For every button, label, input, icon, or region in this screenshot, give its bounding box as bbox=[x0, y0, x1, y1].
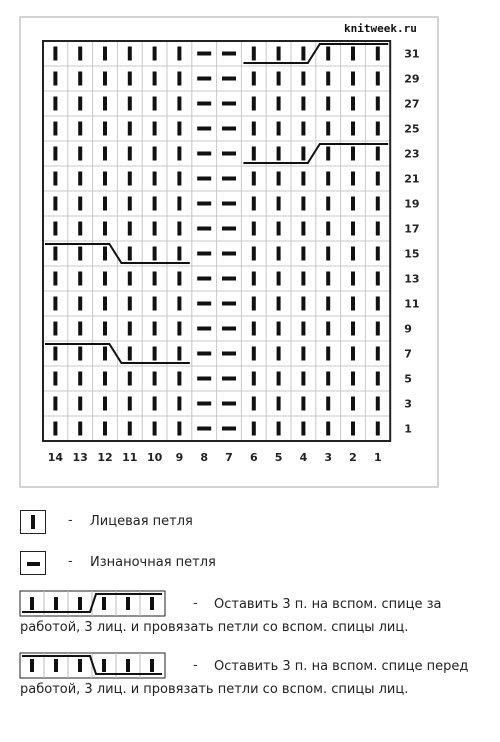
knit-stitch-symbol bbox=[78, 147, 82, 161]
knit-stitch-symbol bbox=[78, 47, 82, 61]
knit-stitch-symbol bbox=[252, 222, 256, 236]
knit-stitch-symbol bbox=[177, 422, 181, 436]
knit-stitch-symbol bbox=[252, 122, 256, 136]
knit-stitch-symbol bbox=[326, 197, 330, 211]
knit-stitch-symbol bbox=[326, 122, 330, 136]
knit-stitch-symbol bbox=[326, 72, 330, 86]
knit-stitch-symbol bbox=[153, 172, 157, 186]
knit-stitch-symbol bbox=[53, 147, 57, 161]
purl-stitch-symbol bbox=[222, 402, 236, 406]
knit-stitch-symbol bbox=[128, 197, 132, 211]
knit-stitch-symbol bbox=[326, 297, 330, 311]
purl-stitch-symbol bbox=[197, 152, 211, 156]
knit-stitch-symbol bbox=[277, 422, 281, 436]
knit-stitch-symbol bbox=[301, 372, 305, 386]
knit-stitch-symbol bbox=[277, 72, 281, 86]
knit-stitch-symbol bbox=[78, 122, 82, 136]
knit-stitch-symbol bbox=[351, 97, 355, 111]
purl-stitch-symbol bbox=[197, 427, 211, 431]
knit-stitch-symbol bbox=[326, 272, 330, 286]
knit-stitch-symbol bbox=[252, 97, 256, 111]
legend-purl-dash: - bbox=[68, 554, 73, 569]
purl-stitch-symbol bbox=[222, 327, 236, 331]
knit-stitch-symbol bbox=[53, 97, 57, 111]
knit-stitch-symbol bbox=[326, 97, 330, 111]
knit-stitch-symbol bbox=[376, 97, 380, 111]
knit-stitch-symbol bbox=[351, 347, 355, 361]
knit-stitch-symbol bbox=[153, 97, 157, 111]
knit-stitch-symbol bbox=[252, 322, 256, 336]
knit-stitch-symbol bbox=[277, 147, 281, 161]
knit-stitch-symbol bbox=[153, 347, 157, 361]
row-label: 27 bbox=[404, 97, 420, 111]
knit-stitch-symbol bbox=[53, 172, 57, 186]
knit-stitch-symbol bbox=[252, 47, 256, 61]
purl-stitch-symbol bbox=[197, 127, 211, 131]
knit-stitch-symbol bbox=[301, 247, 305, 261]
knit-stitch-symbol bbox=[103, 397, 107, 411]
knit-stitch-symbol bbox=[277, 122, 281, 136]
knit-stitch-symbol bbox=[351, 172, 355, 186]
column-label: 5 bbox=[274, 451, 283, 464]
purl-stitch-symbol bbox=[197, 252, 211, 256]
knit-stitch-symbol bbox=[128, 97, 132, 111]
legend-cable-back-dash: - bbox=[193, 596, 198, 611]
knit-stitch-symbol bbox=[53, 347, 57, 361]
knit-stitch-symbol bbox=[326, 322, 330, 336]
legend-knit-dash: - bbox=[68, 513, 73, 528]
knit-stitch-symbol bbox=[252, 247, 256, 261]
knit-stitch-symbol bbox=[376, 122, 380, 136]
knit-stitch-symbol bbox=[326, 247, 330, 261]
purl-stitch-symbol bbox=[222, 177, 236, 181]
row-label: 11 bbox=[404, 297, 420, 311]
purl-stitch-symbol bbox=[197, 277, 211, 281]
purl-stitch-symbol bbox=[197, 302, 211, 306]
knit-stitch-symbol bbox=[277, 172, 281, 186]
purl-stitch-symbol bbox=[197, 52, 211, 56]
knit-stitch-symbol bbox=[103, 222, 107, 236]
knit-stitch-symbol bbox=[78, 172, 82, 186]
knit-stitch-symbol bbox=[252, 422, 256, 436]
knit-stitch-symbol bbox=[153, 322, 157, 336]
knit-stitch-symbol bbox=[301, 397, 305, 411]
column-label: 10 bbox=[146, 451, 163, 464]
knit-stitch-symbol bbox=[301, 222, 305, 236]
column-label: 9 bbox=[175, 451, 184, 464]
purl-stitch-symbol bbox=[197, 102, 211, 106]
knit-stitch-symbol bbox=[128, 272, 132, 286]
knit-stitch-symbol bbox=[53, 222, 57, 236]
column-label: 3 bbox=[324, 451, 333, 464]
knit-stitch-symbol bbox=[277, 372, 281, 386]
knit-stitch-symbol bbox=[351, 422, 355, 436]
knit-stitch-symbol bbox=[301, 322, 305, 336]
knit-stitch-symbol bbox=[78, 397, 82, 411]
knit-stitch-symbol bbox=[78, 422, 82, 436]
knit-stitch-symbol bbox=[177, 372, 181, 386]
knit-stitch-symbol bbox=[376, 397, 380, 411]
knit-stitch-symbol bbox=[53, 122, 57, 136]
knit-stitch-symbol bbox=[128, 122, 132, 136]
knit-stitch-symbol bbox=[103, 347, 107, 361]
knit-stitch-symbol bbox=[128, 347, 132, 361]
knit-stitch-symbol bbox=[78, 272, 82, 286]
knit-stitch-symbol bbox=[177, 72, 181, 86]
knit-stitch-symbol bbox=[103, 297, 107, 311]
purl-stitch-symbol bbox=[222, 127, 236, 131]
knit-stitch-symbol bbox=[376, 272, 380, 286]
row-label: 19 bbox=[404, 197, 420, 211]
purl-stitch-symbol bbox=[197, 227, 211, 231]
knit-stitch-symbol bbox=[177, 347, 181, 361]
knit-stitch-symbol bbox=[351, 197, 355, 211]
knit-stitch-symbol bbox=[153, 197, 157, 211]
knit-stitch-symbol bbox=[78, 97, 82, 111]
column-label: 2 bbox=[349, 451, 357, 464]
knit-stitch-symbol bbox=[53, 197, 57, 211]
knit-stitch-symbol bbox=[301, 72, 305, 86]
purl-stitch-symbol bbox=[222, 252, 236, 256]
knit-stitch-symbol bbox=[128, 297, 132, 311]
knit-stitch-symbol bbox=[277, 97, 281, 111]
knit-stitch-symbol bbox=[78, 72, 82, 86]
purl-stitch-symbol bbox=[222, 352, 236, 356]
legend-cable-front-dash: - bbox=[193, 658, 198, 673]
purl-stitch-symbol bbox=[222, 52, 236, 56]
row-label: 29 bbox=[404, 72, 420, 86]
purl-stitch-symbol bbox=[197, 377, 211, 381]
row-label: 1 bbox=[404, 422, 412, 436]
purl-stitch-symbol bbox=[222, 202, 236, 206]
knit-stitch-symbol bbox=[376, 322, 380, 336]
column-label: 4 bbox=[299, 451, 308, 464]
knit-stitch-symbol bbox=[53, 372, 57, 386]
knit-stitch-symbol bbox=[153, 122, 157, 136]
purl-stitch-symbol bbox=[197, 77, 211, 81]
knit-stitch-symbol bbox=[376, 72, 380, 86]
knit-stitch-symbol bbox=[103, 147, 107, 161]
knit-stitch-symbol bbox=[78, 322, 82, 336]
knit-stitch-symbol bbox=[326, 222, 330, 236]
knit-stitch-symbol bbox=[252, 397, 256, 411]
purl-stitch-symbol bbox=[222, 302, 236, 306]
knit-stitch-symbol bbox=[153, 422, 157, 436]
knit-stitch-symbol bbox=[252, 72, 256, 86]
knit-stitch-symbol bbox=[103, 172, 107, 186]
knit-stitch-symbol bbox=[351, 47, 355, 61]
knit-stitch-symbol bbox=[103, 97, 107, 111]
knit-stitch-symbol bbox=[277, 397, 281, 411]
knit-stitch-symbol bbox=[301, 297, 305, 311]
knit-stitch-symbol bbox=[326, 397, 330, 411]
knit-stitch-symbol bbox=[128, 172, 132, 186]
knit-stitch-symbol bbox=[177, 397, 181, 411]
knit-stitch-symbol bbox=[326, 347, 330, 361]
knit-stitch-symbol bbox=[128, 147, 132, 161]
knit-stitch-symbol bbox=[376, 172, 380, 186]
knit-stitch-symbol bbox=[153, 247, 157, 261]
purl-stitch-symbol bbox=[197, 352, 211, 356]
row-label: 9 bbox=[404, 322, 412, 336]
legend-cable-back-line1: Оставить 3 п. на вспом. спице за bbox=[214, 597, 442, 612]
knit-stitch-symbol bbox=[376, 147, 380, 161]
knit-stitch-symbol bbox=[153, 47, 157, 61]
knit-stitch-symbol bbox=[252, 197, 256, 211]
knit-stitch-symbol bbox=[301, 122, 305, 136]
knit-stitch-symbol bbox=[128, 372, 132, 386]
purl-stitch-symbol bbox=[222, 77, 236, 81]
column-label: 12 bbox=[97, 451, 113, 464]
column-label: 6 bbox=[249, 451, 258, 464]
knit-stitch-symbol bbox=[351, 247, 355, 261]
knit-stitch-symbol bbox=[103, 272, 107, 286]
knit-stitch-symbol bbox=[252, 297, 256, 311]
purl-stitch-symbol bbox=[197, 402, 211, 406]
knit-stitch-symbol bbox=[301, 197, 305, 211]
knit-stitch-symbol bbox=[326, 47, 330, 61]
row-label: 3 bbox=[404, 397, 412, 411]
knit-stitch-symbol bbox=[103, 372, 107, 386]
row-label: 15 bbox=[404, 247, 420, 261]
knit-stitch-symbol bbox=[376, 247, 380, 261]
knit-stitch-symbol bbox=[301, 147, 305, 161]
knit-stitch-symbol bbox=[252, 172, 256, 186]
knit-stitch-symbol bbox=[103, 47, 107, 61]
knit-stitch-symbol bbox=[376, 422, 380, 436]
knit-stitch-symbol bbox=[277, 272, 281, 286]
knit-stitch-symbol bbox=[78, 197, 82, 211]
knit-stitch-symbol bbox=[103, 122, 107, 136]
knit-stitch-symbol bbox=[128, 222, 132, 236]
knit-stitch-symbol bbox=[277, 222, 281, 236]
knit-stitch-symbol bbox=[277, 247, 281, 261]
knit-stitch-symbol bbox=[103, 197, 107, 211]
knit-stitch-symbol bbox=[351, 272, 355, 286]
legend-cable-front-line1: Оставить 3 п. на вспом. спице перед bbox=[214, 659, 469, 674]
purl-stitch-symbol bbox=[222, 152, 236, 156]
purl-stitch-symbol bbox=[222, 427, 236, 431]
knit-stitch-symbol bbox=[252, 347, 256, 361]
knit-stitch-symbol bbox=[252, 272, 256, 286]
column-label: 7 bbox=[225, 451, 233, 464]
knit-stitch-symbol bbox=[153, 272, 157, 286]
knit-stitch-symbol bbox=[103, 422, 107, 436]
knit-stitch-symbol bbox=[177, 172, 181, 186]
knit-stitch-symbol bbox=[78, 247, 82, 261]
row-label: 31 bbox=[404, 47, 420, 61]
knit-stitch-symbol bbox=[326, 372, 330, 386]
knit-stitch-symbol bbox=[351, 147, 355, 161]
knit-stitch-symbol bbox=[376, 297, 380, 311]
knit-stitch-symbol bbox=[326, 147, 330, 161]
column-label: 13 bbox=[72, 451, 88, 464]
knit-stitch-symbol bbox=[53, 47, 57, 61]
knit-stitch-symbol bbox=[252, 147, 256, 161]
knit-stitch-symbol bbox=[177, 47, 181, 61]
knit-stitch-symbol bbox=[376, 372, 380, 386]
knit-stitch-symbol bbox=[351, 297, 355, 311]
legend-cable-front-line2: работой, 3 лиц. и провязать петли со вспом. спицы лиц. bbox=[20, 682, 409, 697]
knit-stitch-symbol bbox=[177, 147, 181, 161]
purl-stitch-symbol bbox=[222, 227, 236, 231]
knit-stitch-symbol bbox=[128, 247, 132, 261]
knit-stitch-symbol bbox=[128, 72, 132, 86]
knit-stitch-symbol bbox=[177, 272, 181, 286]
purl-stitch-symbol bbox=[197, 177, 211, 181]
knit-stitch-symbol bbox=[326, 172, 330, 186]
knit-stitch-symbol bbox=[177, 197, 181, 211]
knit-stitch-symbol bbox=[53, 422, 57, 436]
knit-stitch-symbol bbox=[376, 47, 380, 61]
knit-stitch-symbol bbox=[177, 247, 181, 261]
knit-stitch-symbol bbox=[376, 347, 380, 361]
knit-stitch-symbol bbox=[78, 372, 82, 386]
knit-stitch-symbol bbox=[78, 347, 82, 361]
knit-stitch-symbol bbox=[103, 247, 107, 261]
row-label: 23 bbox=[404, 147, 420, 161]
row-label: 13 bbox=[404, 272, 420, 286]
knit-stitch-symbol bbox=[277, 347, 281, 361]
knit-stitch-symbol bbox=[277, 322, 281, 336]
knit-stitch-symbol bbox=[78, 297, 82, 311]
knit-stitch-symbol bbox=[351, 372, 355, 386]
knit-stitch-symbol bbox=[153, 72, 157, 86]
legend-knit-label: Лицевая петля bbox=[90, 514, 193, 529]
knit-stitch-symbol bbox=[301, 422, 305, 436]
knit-stitch-symbol bbox=[53, 72, 57, 86]
knit-stitch-symbol bbox=[177, 122, 181, 136]
knit-stitch-symbol bbox=[376, 222, 380, 236]
knit-stitch-symbol bbox=[103, 72, 107, 86]
knit-stitch-symbol bbox=[153, 372, 157, 386]
knit-stitch-symbol bbox=[301, 47, 305, 61]
knit-stitch-symbol bbox=[177, 297, 181, 311]
knit-stitch-symbol bbox=[53, 272, 57, 286]
knit-stitch-symbol bbox=[252, 372, 256, 386]
knit-stitch-symbol bbox=[351, 72, 355, 86]
knit-stitch-symbol bbox=[78, 222, 82, 236]
row-label: 25 bbox=[404, 122, 420, 136]
row-label: 17 bbox=[404, 222, 420, 236]
knit-stitch-symbol bbox=[301, 347, 305, 361]
knit-stitch-symbol bbox=[351, 122, 355, 136]
knit-stitch-symbol bbox=[153, 297, 157, 311]
knit-stitch-symbol bbox=[128, 422, 132, 436]
knit-stitch-symbol bbox=[177, 97, 181, 111]
knit-stitch-symbol bbox=[177, 322, 181, 336]
knit-stitch-symbol bbox=[301, 172, 305, 186]
knit-stitch-symbol bbox=[153, 222, 157, 236]
column-label: 14 bbox=[47, 451, 64, 464]
knit-stitch-symbol bbox=[326, 422, 330, 436]
knit-stitch-symbol bbox=[351, 222, 355, 236]
knit-stitch-symbol bbox=[128, 322, 132, 336]
knit-stitch-symbol bbox=[277, 297, 281, 311]
knit-stitch-symbol bbox=[376, 197, 380, 211]
purl-stitch-symbol bbox=[197, 202, 211, 206]
knit-stitch-symbol bbox=[277, 47, 281, 61]
knit-stitch-symbol bbox=[53, 247, 57, 261]
knit-stitch-symbol bbox=[153, 397, 157, 411]
knit-stitch-symbol bbox=[177, 222, 181, 236]
legend-cable-back-line2: работой, 3 лиц. и провязать петли со вспом. спицы лиц. bbox=[20, 620, 409, 635]
knit-stitch-symbol bbox=[301, 272, 305, 286]
knit-stitch-symbol bbox=[53, 322, 57, 336]
knit-stitch-symbol bbox=[53, 297, 57, 311]
column-label: 11 bbox=[122, 451, 138, 464]
knit-stitch-symbol bbox=[277, 197, 281, 211]
knit-stitch-symbol bbox=[301, 97, 305, 111]
column-label: 8 bbox=[200, 451, 209, 464]
column-label: 1 bbox=[373, 451, 382, 464]
knit-stitch-symbol bbox=[103, 322, 107, 336]
row-label: 7 bbox=[404, 347, 412, 361]
row-label: 21 bbox=[404, 172, 420, 186]
knit-stitch-symbol bbox=[153, 147, 157, 161]
knit-stitch-symbol bbox=[53, 397, 57, 411]
knit-stitch-symbol bbox=[128, 397, 132, 411]
purl-stitch-symbol bbox=[222, 277, 236, 281]
knit-stitch-symbol bbox=[351, 322, 355, 336]
purl-stitch-symbol bbox=[222, 102, 236, 106]
row-label: 5 bbox=[404, 372, 412, 386]
purl-stitch-symbol bbox=[197, 327, 211, 331]
knit-stitch-symbol bbox=[128, 47, 132, 61]
watermark: knitweek.ru bbox=[344, 22, 417, 35]
legend-purl-label: Изнаночная петля bbox=[90, 555, 216, 570]
purl-stitch-symbol bbox=[222, 377, 236, 381]
knit-stitch-symbol bbox=[351, 397, 355, 411]
